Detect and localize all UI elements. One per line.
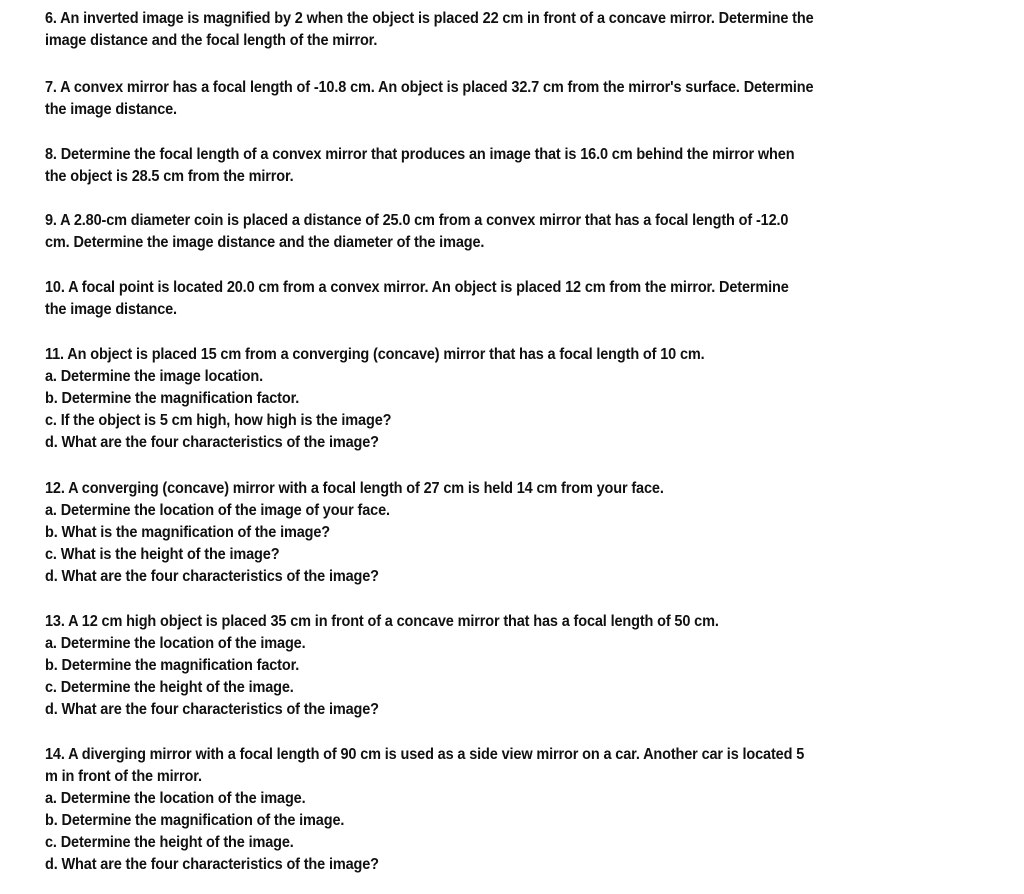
problem-8-line-2: the object is 28.5 cm from the mirror.	[45, 168, 294, 185]
problem-12	[45, 478, 985, 588]
problem-11-part-d: d. What are the four characteristics of the image?	[45, 434, 379, 451]
problem-12-part-d: d. What are the four characteristics of the image?	[45, 568, 379, 585]
problem-14-line-2: m in front of the mirror.	[45, 768, 202, 785]
problem-7-line-1: 7. A convex mirror has a focal length of -10.8 cm. An object is placed 32.7 cm from the mirror's surface. Determine	[45, 79, 814, 96]
problem-14-part-d: d. What are the four characteristics of the image?	[45, 856, 379, 873]
problem-9-line-1: 9. A 2.80-cm diameter coin is placed a distance of 25.0 cm from a convex mirror that has a focal length of -12.0	[45, 212, 789, 229]
problem-8	[45, 144, 985, 188]
problem-7-line-2: the image distance.	[45, 101, 177, 118]
problem-13-part-b: b. Determine the magnification factor.	[45, 657, 300, 674]
problem-14-part-a: a. Determine the location of the image.	[45, 790, 306, 807]
problem-13	[45, 611, 985, 721]
problem-11	[45, 344, 985, 454]
problem-13-part-a: a. Determine the location of the image.	[45, 635, 306, 652]
problem-6-line-2: image distance and the focal length of the mirror.	[45, 32, 378, 49]
problem-9	[45, 210, 985, 254]
problem-6-line-1: 6. An inverted image is magnified by 2 when the object is placed 22 cm in front of a concave mirror. Determine the	[45, 10, 814, 27]
problem-11-stem: 11. An object is placed 15 cm from a converging (concave) mirror that has a focal length of 10 cm.	[45, 346, 705, 363]
problem-12-part-b: b. What is the magnification of the image?	[45, 524, 331, 541]
problem-12-stem: 12. A converging (concave) mirror with a focal length of 27 cm is held 14 cm from your face.	[45, 480, 664, 497]
problem-13-stem: 13. A 12 cm high object is placed 35 cm in front of a concave mirror that has a focal length of 50 cm.	[45, 613, 719, 630]
problem-9-line-2: cm. Determine the image distance and the diameter of the image.	[45, 234, 485, 251]
problem-13-part-d: d. What are the four characteristics of the image?	[45, 701, 379, 718]
problem-14-part-c: c. Determine the height of the image.	[45, 834, 294, 851]
problem-11-part-c: c. If the object is 5 cm high, how high is the image?	[45, 412, 392, 429]
problem-7	[45, 77, 985, 121]
problem-12-part-a: a. Determine the location of the image of your face.	[45, 502, 390, 519]
problem-10-line-1: 10. A focal point is located 20.0 cm from a convex mirror. An object is placed 12 cm from the mirror. Determine	[45, 279, 789, 296]
problem-12-part-c: c. What is the height of the image?	[45, 546, 280, 563]
problem-13-part-c: c. Determine the height of the image.	[45, 679, 294, 696]
problem-10-line-2: the image distance.	[45, 301, 177, 318]
problem-14-part-b: b. Determine the magnification of the image.	[45, 812, 345, 829]
problem-10	[45, 277, 985, 321]
problem-11-part-b: b. Determine the magnification factor.	[45, 390, 300, 407]
problem-8-line-1: 8. Determine the focal length of a convex mirror that produces an image that is 16.0 cm behind the mirror when	[45, 146, 795, 163]
problem-14	[45, 744, 985, 876]
problem-6	[45, 8, 985, 52]
problem-11-part-a: a. Determine the image location.	[45, 368, 263, 385]
problem-14-line-1: 14. A diverging mirror with a focal length of 90 cm is used as a side view mirror on a car. Another car is located 5	[45, 746, 805, 763]
